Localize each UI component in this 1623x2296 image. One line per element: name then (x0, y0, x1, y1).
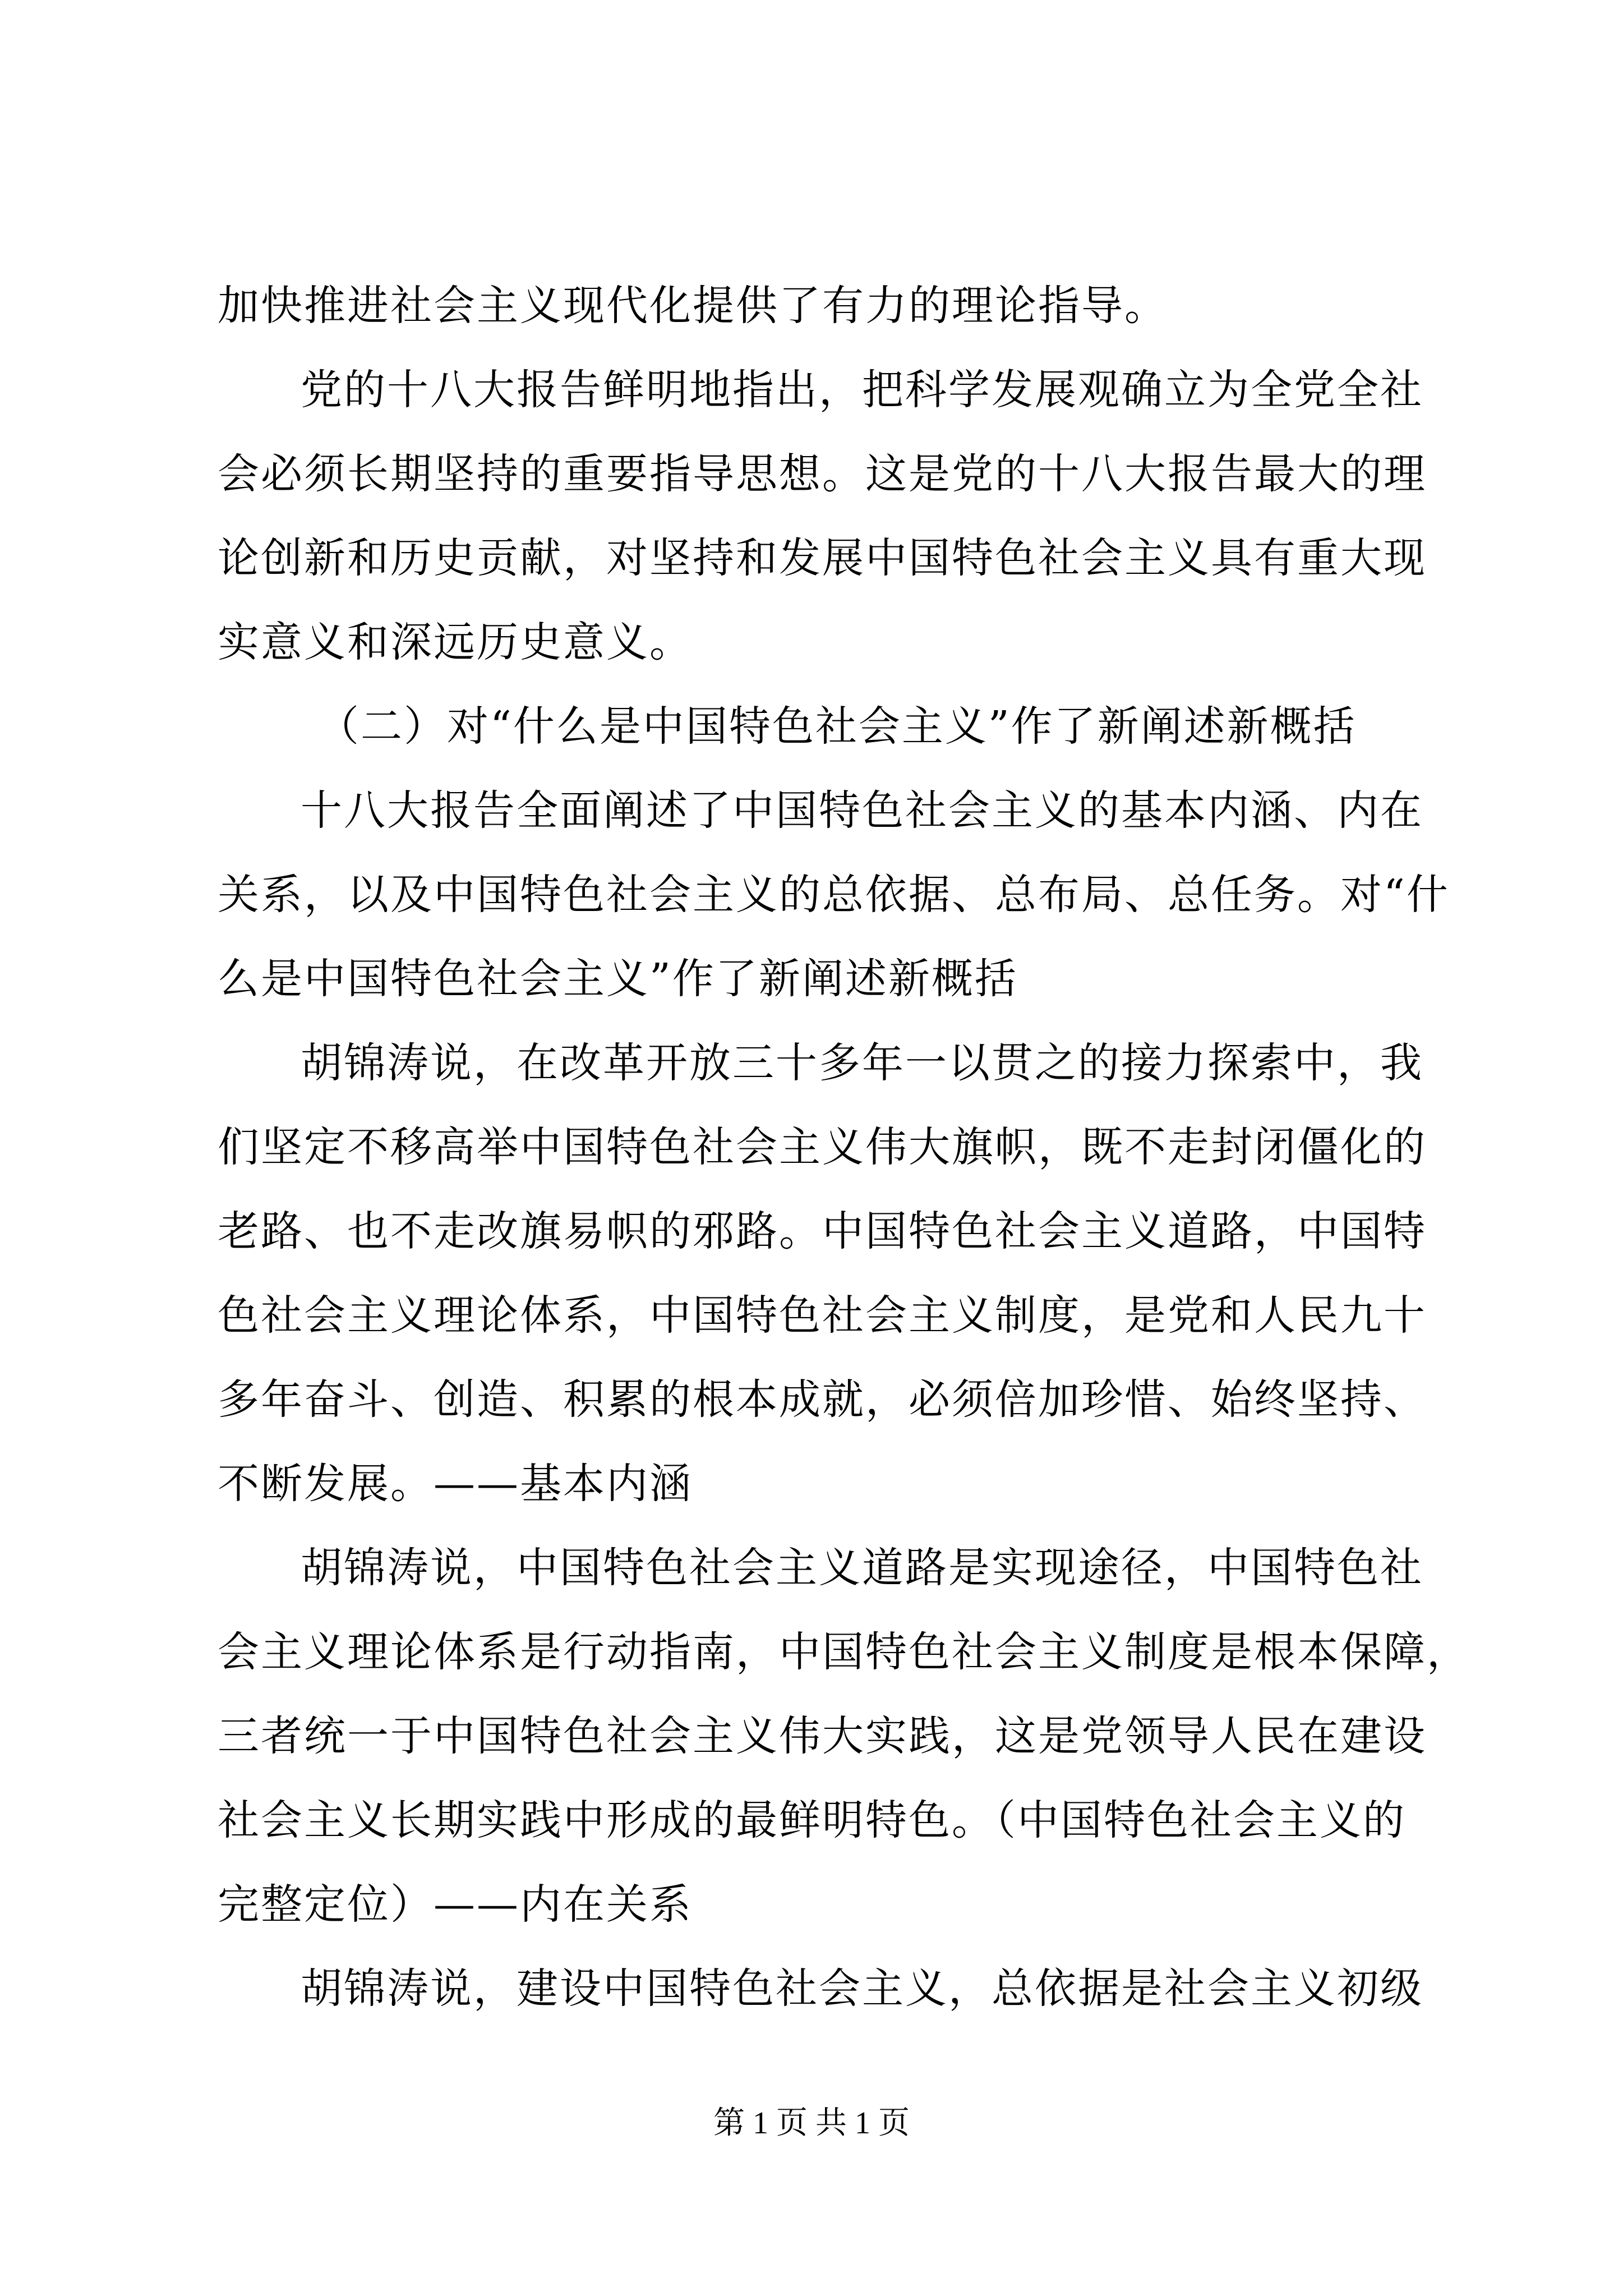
body-line: 多年奋斗、创造、积累的根本成就，必须倍加珍惜、始终坚持、 (218, 1375, 1427, 1424)
paragraph-first-line: 胡锦涛说，在改革开放三十多年一以贯之的接力探索中，我 (301, 1039, 1423, 1087)
body-line: 社会主义长期实践中形成的最鲜明特色。（中国特色社会主义的 (218, 1796, 1406, 1844)
body-line: 会主义理论体系是行动指南，中国特色社会主义制度是根本保障， (218, 1628, 1470, 1676)
body-line: 三者统一于中国特色社会主义伟大实践，这是党领导人民在建设 (218, 1712, 1427, 1760)
document-body (218, 264, 1470, 2031)
paragraph-first-line: 胡锦涛说，建设中国特色社会主义，总依据是社会主义初级 (301, 1964, 1423, 2013)
page-footer: 第 1 页 共 1 页 (713, 2106, 910, 2141)
body-line: 实意义和深远历史意义。 (218, 618, 693, 666)
body-line: 完整定位）——内在关系 (218, 1880, 693, 1929)
body-line: 色社会主义理论体系，中国特色社会主义制度，是党和人民九十 (218, 1291, 1427, 1340)
paragraph-first-line: 党的十八大报告鲜明地指出，把科学发展观确立为全党全社 (301, 366, 1423, 414)
body-line: 不断发展。——基本内涵 (218, 1460, 693, 1508)
body-line: 们坚定不移高举中国特色社会主义伟大旗帜，既不走封闭僵化的 (218, 1123, 1427, 1171)
paragraph-first-line: 十八大报告全面阐述了中国特色社会主义的基本内涵、内在 (301, 786, 1423, 835)
body-line: 关系，以及中国特色社会主义的总依据、总布局、总任务。对“什 (218, 871, 1450, 919)
body-line: 会必须长期坚持的重要指导思想。这是党的十八大报告最大的理 (218, 450, 1427, 498)
body-line: 么是中国特色社会主义”作了新阐述新概括 (218, 955, 1018, 1003)
body-line: 老路、也不走改旗易帜的邪路。中国特色社会主义道路，中国特 (218, 1207, 1427, 1255)
body-line: 加快推进社会主义现代化提供了有力的理论指导。 (218, 282, 1168, 330)
section-heading: （二）对“什么是中国特色社会主义”作了新阐述新概括 (317, 702, 1357, 751)
paragraph-first-line: 胡锦涛说，中国特色社会主义道路是实现途径，中国特色社 (301, 1544, 1423, 1592)
body-line: 论创新和历史贡献，对坚持和发展中国特色社会主义具有重大现 (218, 534, 1427, 582)
